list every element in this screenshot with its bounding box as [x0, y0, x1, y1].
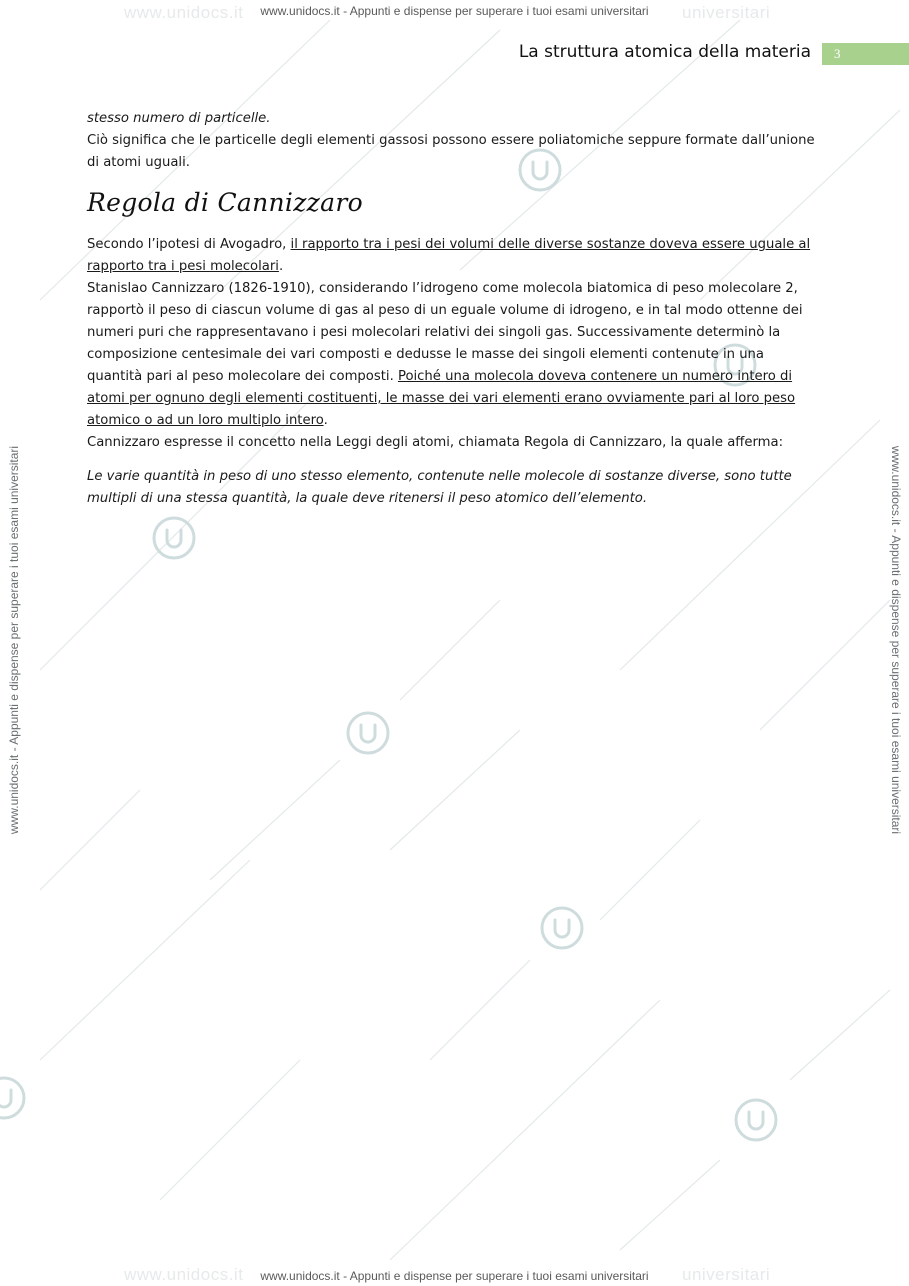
avogadro-intro: Secondo l’ipotesi di Avogadro,	[87, 237, 291, 252]
paragraph-cannizzaro	[87, 278, 822, 432]
cannizzaro-end: .	[323, 413, 328, 428]
watermark-ghost-left-bottom: www.unidocs.it	[124, 1265, 244, 1284]
cannizzaro-text: Stanislao Cannizzaro (1826-1910), considerando l’idrogeno come molecola biatomica di peso molecolare 2, rapportò il peso di ciascun volume di gas al peso di un eguale volume di idrogeno, e in tal modo ottenne dei numeri puri che rappresentavano i pesi molecolari relativi dei singoli gas. Successivamente determinò la composizione centesimale dei vari composti e dedusse le masse dei singoli elementi contenute in una quantità pari al peso molecolare dei composti.	[87, 281, 803, 384]
paragraph-polyatomic: Ciò significa che le particelle degli elementi gassosi possono essere poliatomiche seppure formate dall’unione di atomi uguali.	[87, 133, 815, 170]
watermark-banner-right: www.unidocs.it - Appunti e dispense per superare i tuoi esami universitari	[889, 445, 903, 835]
rule-quote: Le varie quantità in peso di uno stesso elemento, contenute nelle molecole di sostanze diverse, sono tutte multipli di una stessa quantità, la quale deve ritenersi il peso atomico dell’elemento.	[87, 469, 792, 506]
watermark-banner-top: www.unidocs.it - Appunti e dispense per superare i tuoi esami universitari	[260, 4, 649, 18]
page-header-title: La struttura atomica della materia	[518, 42, 811, 62]
watermark-ghost-right: universitari	[682, 3, 771, 22]
paragraph-avogadro	[87, 234, 822, 278]
watermark-ghost-left: www.unidocs.it	[124, 3, 244, 22]
document-body	[87, 108, 822, 510]
avogadro-underlined: il rapporto tra i pesi dei volumi delle diverse sostanze doveva essere uguale al rapporto tra i pesi molecolari	[87, 237, 811, 274]
paragraph-continuation: stesso numero di particelle.	[87, 111, 271, 126]
watermark-banner-left: www.unidocs.it - Appunti e dispense per superare i tuoi esami universitari	[7, 445, 21, 835]
cannizzaro-underlined: Poiché una molecola doveva contenere un numero intero di atomi per ognuno degli elementi costituenti, le masse dei vari elementi erano ovviamente pari al loro peso atomico o ad un loro multiplo intero	[87, 369, 796, 428]
paragraph-rule-intro: Cannizzaro espresse il concetto nella Leggi degli atomi, chiamata Regola di Cannizzaro, la quale afferma:	[87, 435, 784, 450]
page-number-badge: 3	[822, 43, 909, 65]
watermark-ghost-right-bottom: universitari	[682, 1265, 771, 1284]
watermark-banner-bottom: www.unidocs.it - Appunti e dispense per superare i tuoi esami universitari	[260, 1269, 649, 1283]
section-heading: Regola di Cannizzaro	[87, 188, 363, 217]
avogadro-end: .	[278, 259, 284, 274]
